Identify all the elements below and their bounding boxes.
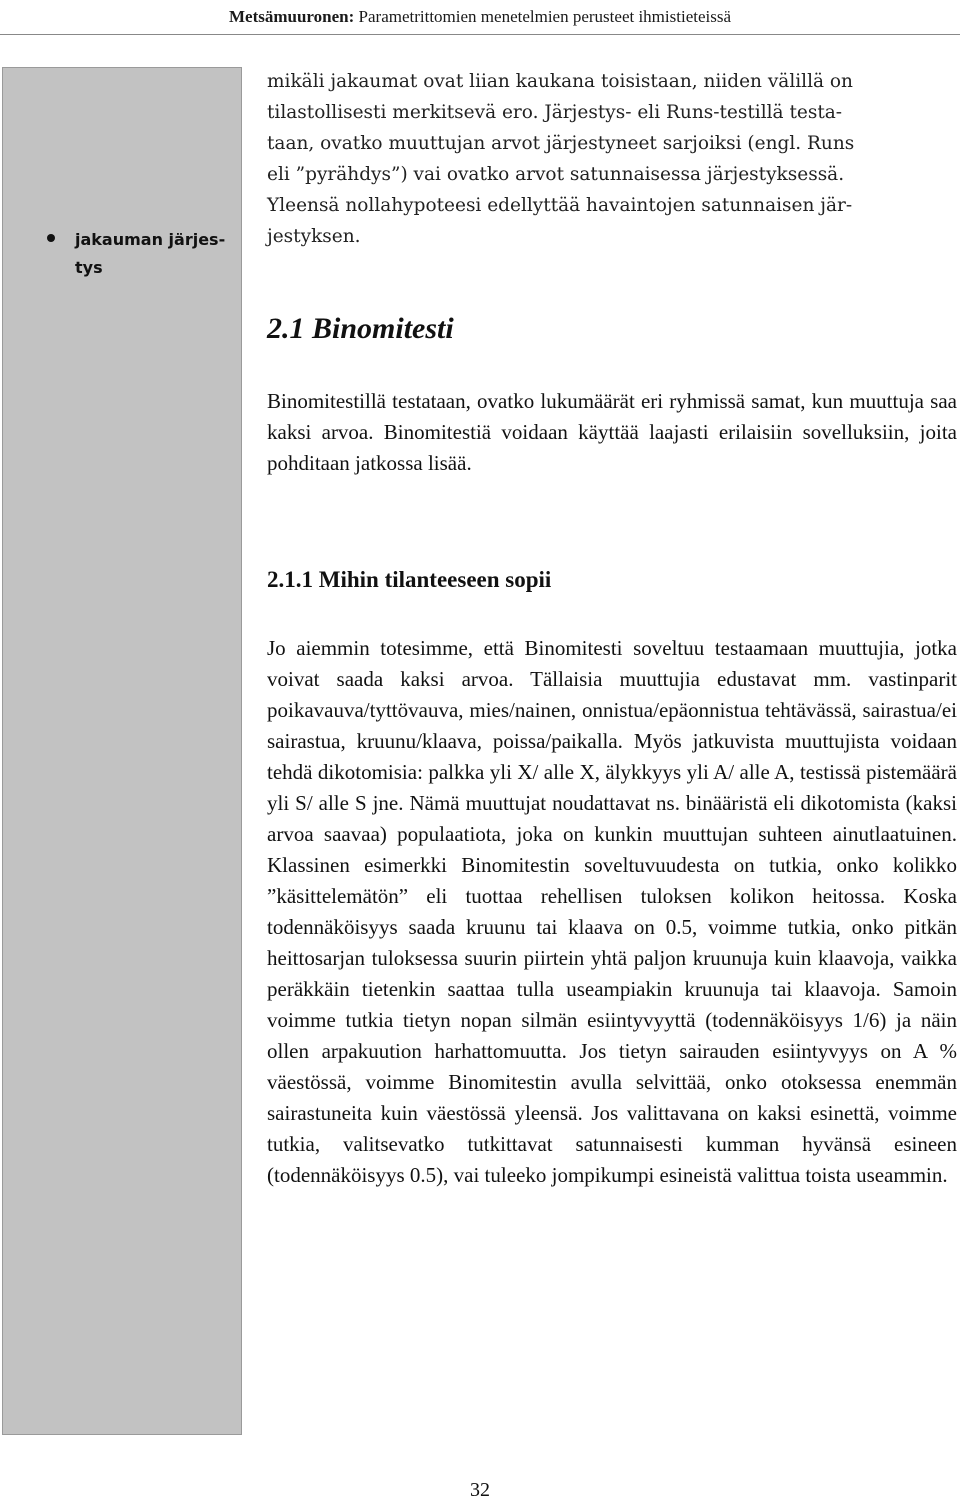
mihin-tilanteeseen-paragraph: Jo aiemmin totesimme, että Binomitesti soveltuu testaamaan muuttujia, jotka voivat saada kaksi arvoa. Tällaisia muuttujia edustavat mm. vastinparit poikavauva/tyttövauva, mies/nainen, onnistua/epäonnistua tehtävässä, sairastua/ei sairastua, kruunu/klaava, poissa/paikalla. Myös jatkuvista muuttujista voidaan tehdä dikotomisia: palkka yli X/ alle X, älykkyys yli A/ alle A, testissä pistemäärä yli S/ alle S jne. Nämä muuttujat noudattavat ns. binääristä eli dikotomista (kaksi arvoa saavaa) populaatiota, joka on kunkin muuttujan suhteen ainutlaatuinen. Klassinen esimerkki Binomitestin soveltuvuudesta on tutkia, onko kolikko ”käsittelemätön” eli tuottaa rehellisen tuloksen kolikon heitossa. Koska todennäköisyys saada kruunu tai klaava on 0.5, voimme tutkia, onko pitkän heittosarjan tuloksessa suurin piirtein yhtä paljon kruunuja kuin klaavoja, vaikka peräkkäin tietenkin saattaa tulla useampiakin kruunuja tai klaavoja. Samoin voimme tutkia tietyn nopan silmän esiintyvyyttä (todennäköisyys 1/6) ja näin ollen arpakuution harhattomuutta. Jos tietyn sairauden esiintyvyys on A % väestössä, voimme Binomitestin avulla selvittää, onko otoksessa enemmän sairastuneita kuin väestössä yleensä. Jos valittavana on kaksi esinettä, voimme tutkia, valitsevatko tutkittavat satunnaisesti kumman hyvänsä esineen (todennäköisyys 0.5), vai tuleeko jompikumpi esineistä valittua toista useammin. [267,636,957,1187]
intro-paragraph [267,66,957,252]
intro-line: taan, ovatko muuttujan arvot järjestyneet sarjoiksi (engl. Runs [267,133,855,154]
bullet-icon [47,234,55,242]
subsection-heading-mihin-tilanteeseen: 2.1.1 Mihin tilanteeseen sopii [267,567,552,592]
binomitesti-paragraph: Binomitestillä testataan, ovatko lukumäärät eri ryhmissä samat, kun muuttuja saa kaksi arvoa. Binomitestiä voidaan käyttää laajasti erilaisiin sovelluksiin, joita pohditaan jatkossa lisää. [267,389,957,475]
header-author: Metsämuuronen: [228,7,355,26]
intro-line: Yleensä nollahypoteesi edellyttää havaintojen satunnaisen jär- [267,195,853,216]
intro-line: jestyksen. [267,226,361,247]
intro-line: mikäli jakaumat ovat liian kaukana toisistaan, niiden välillä on [267,71,853,92]
sidebar-term: jakauman järjes-tys [75,230,226,277]
intro-line: tilastollisesti merkitsevä ero. Järjestys- eli Runs-testillä testa- [267,102,843,123]
section-heading-binomitesti: 2.1 Binomitesti [267,312,454,345]
margin-sidebar [2,67,242,1435]
header-rule [0,34,960,35]
page-number: 32 [470,1479,490,1501]
running-header [0,6,960,28]
header-title: Parametrittomien menetelmien perusteet ihmistieteissä [354,7,732,26]
intro-line: eli ”pyrähdys”) vai ovatko arvot satunnaisessa järjestyksessä. [267,164,845,185]
